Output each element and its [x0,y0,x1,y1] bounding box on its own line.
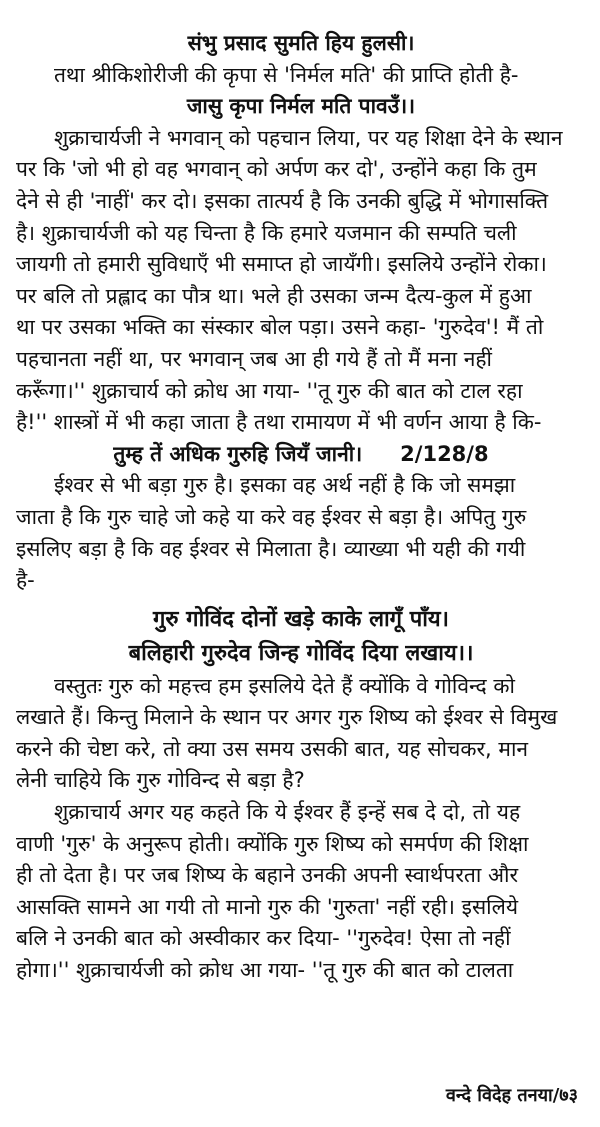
paragraph-line: था पर उसका भक्ति का संस्कार बोल पड़ा। उसने कहा- 'गुरुदेव'! मैं तो [16,315,544,340]
paragraph-line: करूँगा।'' शुक्राचार्य को क्रोध आ गया- ''तू गुरु की बात को टाल रहा [16,378,523,403]
paragraph-line: देने से ही 'नाहीं' कर दो। इसका तात्पर्य है कि उनकी बुद्धि में भोगासक्ति [16,188,549,213]
paragraph-line: शुक्राचार्य अगर यह कहते कि ये ईश्वर हैं इन्हें सब दे दो, तो यह [54,800,521,825]
paragraph [16,470,586,596]
paragraph-line: करने की चेष्टा करे, तो क्या उस समय उसकी बात, यह सोचकर, मान [16,736,529,761]
doha-line: बलिहारी गुरुदेव जिन्ह गोविंद दिया लखाय।। [128,640,474,666]
doha [16,603,586,671]
paragraph-line: पर कि 'जो भी हो वह भगवान् को अर्पण कर दो', उन्होंने कहा कि तुम [16,157,537,182]
paragraph-line: लेनी चाहिये कि गुरु गोविन्द से बड़ा है? [16,768,305,793]
paragraph [16,671,586,797]
page-footer: वन्दे विदेह तनया/७३ [445,1085,578,1106]
doha-line: गुरु गोविंद दोनों खड़े काके लागूँ पाँय। [152,606,450,632]
paragraph-line: होगा।'' शुक्राचार्यजी को क्रोध आ गया- ''तू गुरु की बात को टालता [16,958,514,983]
verse-line: जासु कृपा निर्मल मति पावउँ।। [186,94,416,119]
paragraph-line: ईश्वर से भी बड़ा गुरु है। इसका वह अर्थ नहीं है कि जो समझा [54,473,516,498]
paragraph-line: तथा श्रीकिशोरीजी की कृपा से 'निर्मल मति' की प्राप्ति होती है- [54,62,519,87]
paragraph-line: शुक्राचार्यजी ने भगवान् को पहचान लिया, पर यह शिक्षा देने के स्थान [54,125,563,150]
paragraph-line: लखाते हैं। किन्तु मिलाने के स्थान पर अगर गुरु शिष्य को ईश्वर से विमुख [16,705,558,730]
paragraph-line: आसक्ति सामने आ गयी तो मानो गुरु की 'गुरुता' नहीं रही। इसलिये [16,894,519,919]
paragraph-line: वाणी 'गुरु' के अनुरूप होती। क्योंकि गुरु शिष्य को समर्पण की शिक्षा [16,831,529,856]
paragraph-line: बलि ने उनकी बात को अस्वीकार कर दिया- ''गुरुदेव! ऐसा तो नहीं [16,926,511,951]
verse-with-reference [16,439,586,471]
paragraph-line: वस्तुतः गुरु को महत्त्व हम इसलिये देते हैं क्योंकि वे गोविन्द को [54,673,515,698]
paragraph-line: पर बलि तो प्रह्लाद का पौत्र था। भले ही उसका जन्म दैत्य-कुल में हुआ [16,283,532,308]
paragraph-line: है!'' शास्त्रों में भी कहा जाता है तथा रामायण में भी वर्णन आया है कि- [16,410,542,435]
verse-text: तुम्ह तें अधिक गुरुहि जियँ जानी। [113,441,363,466]
paragraph-line: इसलिए बड़ा है कि वह ईश्वर से मिलाता है। व्याख्या भी यही की गयी [16,536,526,561]
paragraph-line: जाता है कि गुरु चाहे जो कहे या करे वह ईश्वर से बड़ा है। अपितु गुरु [16,504,527,529]
paragraph-line: पहचानता नहीं था, पर भगवान् जब आ ही गये हैं तो मैं मना नहीं [16,346,492,371]
paragraph-line: जायगी तो हमारी सुविधाएँ भी समाप्त हो जायँगी। इसलिये उन्होंने रोका। [16,252,547,277]
paragraph [16,797,586,987]
verse-reference: 2/128/8 [400,441,489,466]
paragraph-line: है- [16,568,35,593]
paragraph [16,123,586,439]
paragraph-line: ही तो देता है। पर जब शिष्य के बहाने उनकी अपनी स्वार्थपरता और [16,863,519,888]
paragraph-line: है। शुक्राचार्यजी को यह चिन्ता है कि हमारे यजमान की सम्पति चली [16,220,517,245]
verse-line: संभु प्रसाद सुमति हिय हुलसी। [187,31,415,55]
